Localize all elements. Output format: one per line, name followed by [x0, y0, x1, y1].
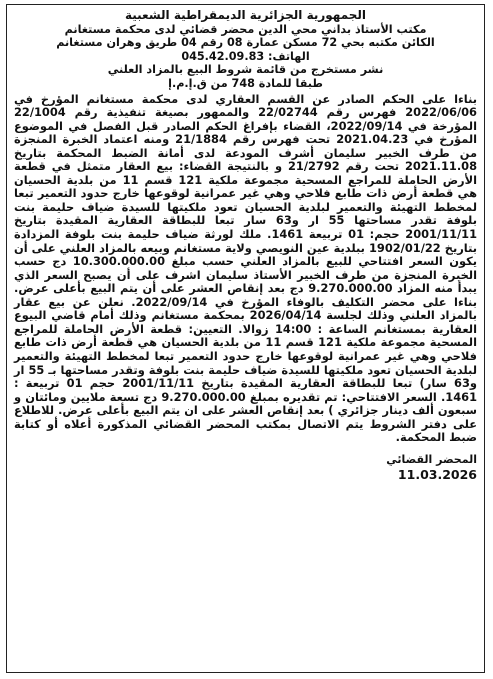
office-address: الكائن مكتبه بحي 72 مسكن عمارة 08 رقم 04 طريق وهران مستغانم	[56, 36, 435, 50]
notice-title: نشر مستخرج من قائمة شروط البيع بالمزاد العلني	[107, 63, 384, 77]
notice-body	[14, 93, 477, 445]
phone-line	[14, 50, 477, 64]
notice-date: 11.03.2026	[397, 466, 477, 482]
notice-header	[14, 9, 477, 91]
phone-label: الهاتف:	[264, 49, 310, 63]
notice-footer	[14, 453, 477, 483]
signer-title: المحضر القضائي	[386, 452, 477, 466]
legal-notice	[6, 4, 485, 673]
bailiff-office: مكتب الأستاذ بداني محي الدين محضر قضائي لدى محكمة مستغانم	[64, 22, 427, 36]
legal-reference: طبقا للمادة 748 من ق.إ.م.إ	[168, 76, 323, 90]
phone-number: 045.42.09.83	[181, 49, 265, 63]
republic-heading: الجمهورية الجزائرية الديمقراطية الشعبية	[124, 8, 367, 22]
body-paragraph: بناءا على الحكم الصادر عن القسم العقاري لدى محكمة مستغانم المؤرخ في 2022/06/06 فهرس رقم 22/02744 والممهور بصيغة تنفيذية رقم 22/1004 المؤرخة في 2022/09/14، القضاء بإفراغ الحكم الصادر قبل الفصل في الموضوع المؤرخ في 2021.04.23 تحت فهرس رقم 21/1884 ومنه اعتماد الخبرة المنجزة من طرف الخبير سليمان أشرف المودعة لدى أمانة الضبط المحكمة بتاريخ 2021.11.08 تحت رقم 21/2792 و بالنتيجة القضاء: بيع العقار متمثل في قطعة الأرض الحاملة للمراجع المسحية مجموعة ملكية 121 قسم 11 من بلدية الحسيان هي قطعة أرض ذات طابع فلاحي وهي غير عمرانية لوقوعها خارج حدود التعمير تبعا لمخطط التهيئة والتعمير لبلدية الحسيان تعود ملكيتها للسيدة ضياف حليمة بنت بلوفة تقدر مساحتها 55 ار و63 سار تبعا للبطاقة العقارية المقيدة بتاريخ 2001/11/11 حجم: 01 تربيعة 1461. ملك لورثة ضياف حليمة بنت بلوفة المزدادة بتاريخ 1902/01/22 ببلدية عين النويصي ولاية مستغانم وبيعه بالمزاد العلني على أن يكون السعر افتتاحي للبيع بالمزاد العلني حسب مبلغ 10.300.000.00 دج حسب الخبرة المنجزة من طرف الخبير الأستاذ سليمان اشرف على أن يصبح السعر الذي يبدأ منه المزاد 9.270.000.00 دج بعد إنقاص العشر على أن يتم البيع بأعلى عرض. بناءا على محضر التكليف بالوفاء المؤرخ في 2022/09/14. نعلن عن بيع عقار بالمزاد العلني وذلك لجلسة 2026/04/14 بمحكمة مستغانم وذلك أمام قاضي البيوع العقارية بمستغانم الساعة : 14:00 زوالا. التعيين: قطعة الأرض الحاملة للمراجع المسحية مجموعة ملكية 121 قسم 11 من بلدية الحسيان هي قطعة أرض ذات طابع فلاحي وهي غير عمرانية لوقوعها خارج حدود التعمير تبعا لمخطط التهيئة والتعمير لبلدية الحسيان تعود ملكيتها للسيدة ضياف حليمة بنت بلوفة وتقدر مساحتها بـ 55 ار و63 سار) تبعا للبطاقة العقارية المقيدة بتاريخ 2001/11/11 حجم 01 تربيعة : 1461. السعر الافتتاحي: تم تقديره بمبلغ 9.270.000.00 دج تسعة ملايين ومائتان و سبعون ألف دينار جزائري ) بعد إنقاص العشر على ان يتم البيع بأعلى عرض. للاطلاع على دفتر الشروط يتم الاتصال بمكتب المحضر القضائي المذكورة أعلاه أو كتابة ضبط المحكمة.	[14, 91, 478, 445]
